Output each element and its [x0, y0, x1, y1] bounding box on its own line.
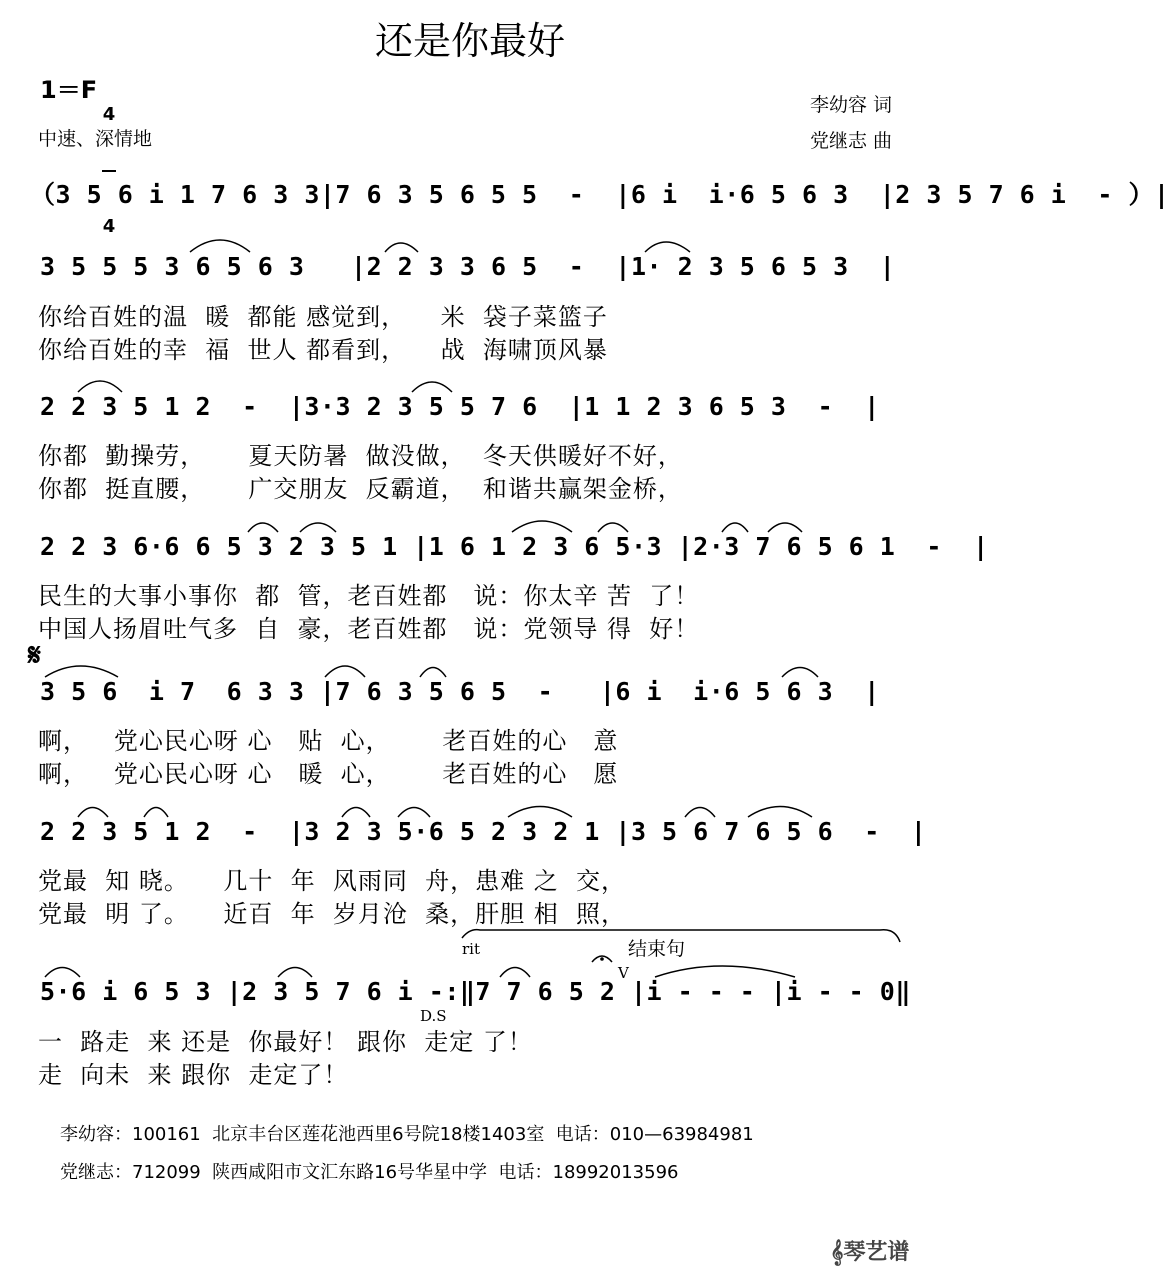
lyric-line-3b: 你都 挺直腰， 广交朋友 反霸道， 和谐共赢架金桥，	[38, 475, 683, 503]
ds-marking: D.S	[420, 1007, 447, 1025]
notation-line-7: 5·6 i 6 5 3 |2 3 5 7 6 i -:‖7 7 6 5 2 |i - - - |i - - 0‖	[40, 977, 911, 1006]
fermata-dot	[600, 957, 604, 961]
lyric-line-6b: 党最 明 了。 近百 年 岁月沧 桑，肝胆 相 照，	[38, 900, 627, 928]
breath-mark: V	[618, 964, 629, 982]
lyric-line-2a: 你给百姓的温 暖 都能 感觉到， 米 袋子菜篮子	[38, 303, 608, 331]
song-title: 还是你最好	[374, 19, 565, 63]
lyric-line-5a: 啊， 党心民心呀 心 贴 心， 老百姓的心 意	[38, 727, 619, 755]
slur	[508, 807, 572, 818]
tempo-marking: 中速、深情地	[38, 128, 153, 150]
slur	[45, 666, 118, 677]
rit-marking: rit	[462, 940, 480, 958]
notation-line-2: 3 5 5 5 3 6 5 6 3 |2 2 3 3 6 5 - |1· 2 3 5 6 5 3 |	[40, 252, 896, 281]
slur	[144, 808, 168, 818]
slur	[782, 668, 818, 678]
slur	[685, 808, 715, 818]
lyric-line-7b: 走 向未 来 跟你 走定了！	[38, 1061, 349, 1089]
lyric-line-5b: 啊， 党心民心呀 心 暖 心， 老百姓的心 愿	[38, 760, 619, 788]
slur	[78, 808, 108, 818]
slur	[722, 523, 748, 532]
slur	[342, 808, 370, 818]
notation-line-3: 2 2 3 5 1 2 - |3·3 2 3 5 5 7 6 |1 1 2 3 6 5 3 - |	[40, 392, 880, 421]
lyricist-address: 李幼容：100161 北京丰台区莲花池西里6号院18楼1403室 电话：010—63984981	[60, 1124, 754, 1145]
slur	[768, 523, 802, 532]
segno-sign: 𝄋	[28, 638, 41, 673]
lyric-line-4b: 中国人扬眉吐气多 自 豪，老百姓都 说：党领导 得 好！	[38, 615, 700, 643]
slur	[500, 968, 530, 978]
slur	[78, 381, 122, 392]
slur	[278, 968, 312, 978]
composer-credit: 党继志 曲	[810, 130, 893, 152]
slur	[512, 521, 572, 532]
notation-line-5: 3 5 6 i 7 6 3 3 |7 6 3 5 6 5 - |6 i i·6 5 6 3 |	[40, 677, 880, 706]
lyric-line-4a: 民生的大事小事你 都 管，老百姓都 说：你太辛 苦 了！	[38, 582, 700, 610]
lyric-line-7a: 一 路走 来 还是 你最好！ 跟你 走定 了！	[38, 1028, 533, 1056]
slur	[300, 523, 336, 532]
slur	[325, 666, 365, 677]
logo-icon: 𝄞	[830, 1240, 844, 1265]
composer-address: 党继志：712099 陕西咸阳市文汇东路16号华星中学 电话：18992013596	[60, 1162, 679, 1183]
slur	[45, 968, 80, 978]
lyricist-credit: 李幼容 词	[810, 94, 893, 116]
ending-label: 结束句	[628, 938, 686, 960]
logo-text: 琴艺谱	[843, 1240, 910, 1265]
time-sig-top: 4	[102, 104, 116, 125]
slur	[190, 240, 250, 252]
slur	[385, 243, 418, 252]
slur	[598, 523, 628, 532]
slur	[645, 242, 690, 252]
lyric-line-2b: 你给百姓的幸 福 世人 都看到， 战 海啸顶风暴	[38, 336, 608, 364]
lyric-line-3a: 你都 勤操劳， 夏天防暑 做没做， 冬天供暖好不好，	[38, 442, 683, 470]
slur	[398, 808, 430, 818]
notation-line-4: 2 2 3 6·6 6 5 3 2 3 5 1 |1 6 1 2 3 6 5·3 |2·3 7 6 5 6 1 - |	[40, 532, 989, 561]
slur	[420, 668, 446, 678]
time-sig-bottom: 4	[102, 216, 116, 237]
slur	[412, 382, 452, 392]
rit-bracket	[462, 930, 900, 942]
key-signature: 1＝F	[40, 76, 98, 104]
lyric-line-6a: 党最 知 晓。 几十 年 风雨同 舟，患难 之 交，	[38, 867, 627, 895]
slur	[248, 523, 278, 532]
notation-line-6: 2 2 3 5 1 2 - |3 2 3 5·6 5 2 3 2 1 |3 5 6 7 6 5 6 - |	[40, 817, 927, 846]
tie-ending	[655, 966, 795, 977]
notation-line-1: （3 5 6 i 1 7 6 3 3|7 6 3 5 6 5 5 - |6 i i·6 5 6 3 |2 3 5 7 6 i - ）|	[30, 180, 1170, 209]
slur	[748, 807, 812, 818]
